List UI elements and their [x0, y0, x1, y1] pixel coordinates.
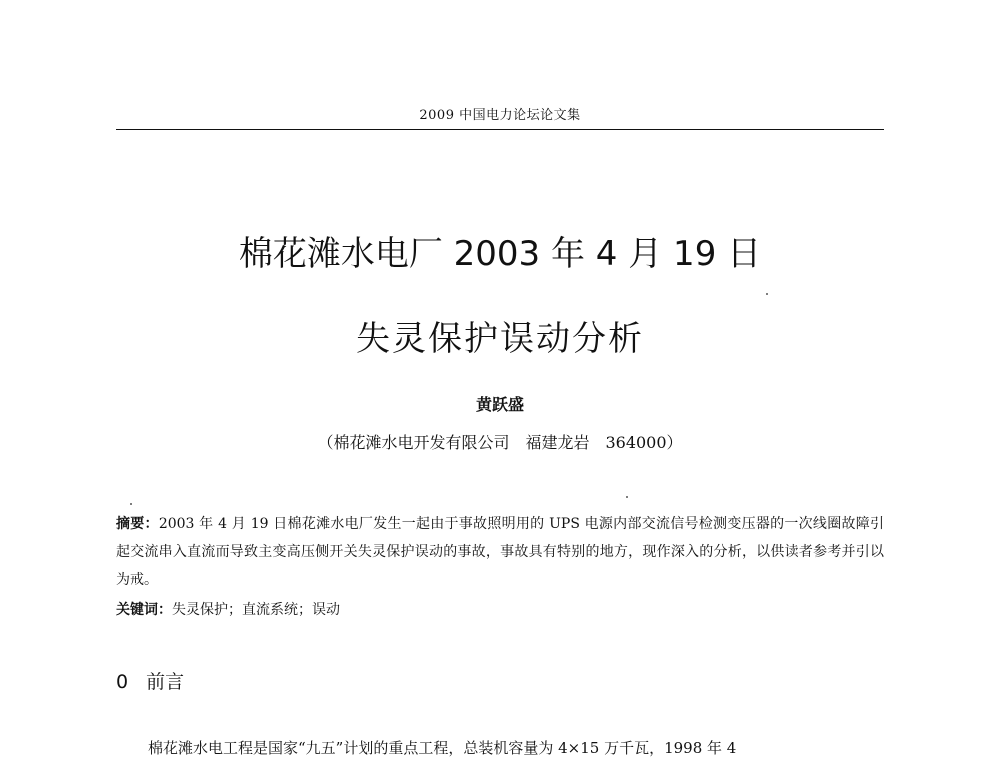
abstract-text: 2003 年 4 月 19 日棉花滩水电厂发生一起由于事故照明用的 UPS 电源内部交流信号检测变压器的一次线圈故障引起交流串入直流而导致主变高压侧开关失灵保护误动的事故，事故具有特别的地方，现作深入的分析，以供读者参考并引以为戒。	[116, 516, 885, 588]
keywords-label: 关键词：	[116, 602, 172, 618]
scan-speck	[626, 496, 628, 498]
paper-title-line-2: 失灵保护误动分析	[356, 319, 644, 359]
author-affiliation: （棉花滩水电开发有限公司 福建龙岩 364000）	[317, 433, 683, 452]
body-paragraph: 棉花滩水电工程是国家“九五”计划的重点工程，总装机容量为 4×15 万千瓦，1998 年 4	[148, 739, 737, 757]
header-rule	[116, 129, 884, 130]
section-number: 0	[116, 671, 129, 693]
running-header: 2009 中国电力论坛论文集	[419, 108, 581, 123]
section-title: 前言	[146, 671, 185, 693]
scan-speck	[766, 293, 768, 295]
abstract	[116, 510, 884, 594]
paper-title-line-1: 棉花滩水电厂 2003 年 4 月 19 日	[238, 234, 762, 274]
keywords	[116, 596, 884, 624]
scan-speck	[130, 503, 132, 505]
author-name: 黄跃盛	[475, 395, 524, 414]
abstract-label: 摘要：	[116, 516, 159, 532]
section-heading	[116, 667, 184, 694]
keywords-text: 失灵保护；直流系统；误动	[172, 602, 340, 618]
